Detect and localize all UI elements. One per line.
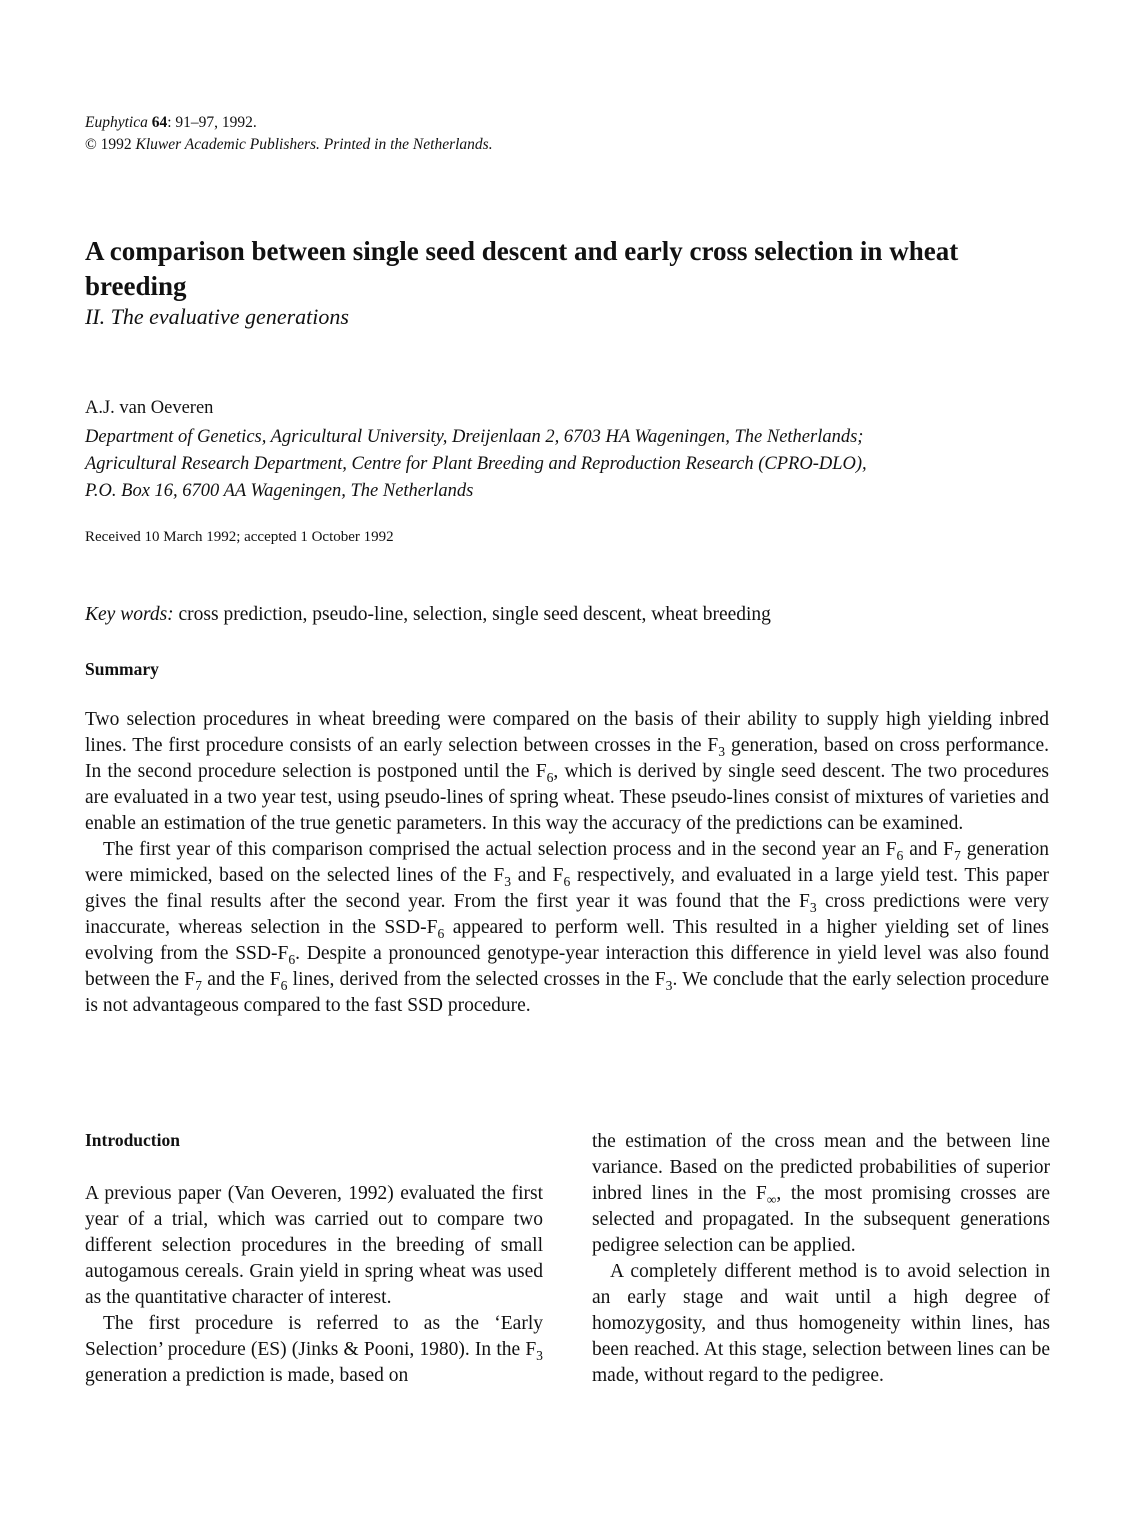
intro-paragraph: the estimation of the cross mean and the between line variance. Based on the predicted probabilities of superior inbred lines in the $F_\infty$, the most promising crosses are selected and propagated. In the subsequent generations pedigree selection can be applied. <box>592 1131 1050 1256</box>
paper-subtitle: II. The evaluative generations <box>85 304 349 329</box>
journal-name: Euphytica <box>85 114 148 131</box>
keywords-text: cross prediction, pseudo-line, selection, single seed descent, wheat breeding <box>173 604 771 625</box>
introduction-heading: Introduction <box>85 1130 180 1150</box>
summary-paragraph-2: The first year of this comparison comprised the actual selection process and in the second year an $F_6$ and $F_7$ generation were mimicked, based on the selected lines of the $F_3$ and $F_6$ respectively, and evaluated in a large yield test. This paper gives the final results after the second year. From the first year it was found that the $F_3$ cross predictions were very inaccurate, whereas selection in the SSD-$F_6$ appeared to perform well. This resulted in a higher yielding set of lines evolving from the SSD-$F_6$. Despite a pronounced genotype-year interaction this difference in yield level was also found between the $F_7$ and the $F_6$ lines, derived from the selected crosses in the $F_3$. We conclude that the early selection procedure is not advantageous compared to the fast SSD procedure. <box>85 839 1050 1016</box>
summary-paragraph-1: Two selection procedures in wheat breeding were compared on the basis of their ability to supply high yielding inbred lines. The first procedure consists of an early selection between crosses in the $F_3$ generation, based on cross performance. In the second procedure selection is postponed until the $F_6$, which is derived by single seed descent. The two procedures are evaluated in a two year test, using pseudo-lines of spring wheat. These pseudo-lines consist of mixtures of varieties and enable an estimation of the true genetic parameters. In this way the accuracy of the predictions can be examined. <box>85 709 1049 834</box>
journal-header <box>85 112 493 156</box>
paper-title: A comparison between single seed descent and early cross selection in wheat breeding <box>85 236 959 301</box>
keywords-label: Key words: <box>85 604 174 625</box>
intro-paragraph: The first procedure is referred to as the ‘Early Selection’ procedure (ES) (Jinks & Pooni, 1980). In the $F_3$ generation a prediction is made, based on <box>85 1313 543 1386</box>
intro-paragraph: A previous paper (Van Oeveren, 1992) evaluated the first year of a trial, which was carried out to compare two different selection procedures in the breeding of small autogamous cereals. Grain yield in spring wheat was used as the quantitative character of interest. <box>85 1183 543 1308</box>
introduction-column-left <box>85 1181 543 1389</box>
received-dates: Received 10 March 1992; accepted 1 October 1992 <box>85 529 394 545</box>
affiliation-line: P.O. Box 16, 6700 AA Wageningen, The Netherlands <box>85 481 474 501</box>
keywords-line <box>85 604 771 626</box>
author-affiliation <box>85 424 1075 505</box>
journal-volume: 64 <box>151 114 168 131</box>
summary-body <box>85 707 1049 1019</box>
journal-pages: : 91–97, 1992. <box>167 114 257 131</box>
affiliation-line: Agricultural Research Department, Centre for Plant Breeding and Reproduction Research (CPRO-DLO), <box>85 454 867 474</box>
author-name: A.J. van Oeveren <box>85 398 214 418</box>
intro-paragraph: A completely different method is to avoid selection in an early stage and wait until a high degree of homozygosity, and thus homogeneity within lines, has been reached. At this stage, selection between lines can be made, without regard to the pedigree. <box>592 1261 1050 1386</box>
copyright-year: 1992 <box>96 136 136 153</box>
publisher-note: Kluwer Academic Publishers. Printed in the Netherlands. <box>135 136 493 153</box>
affiliation-line: Department of Genetics, Agricultural University, Dreijenlaan 2, 6703 HA Wageningen, The Netherlands; <box>85 427 864 447</box>
copyright-symbol: © <box>85 136 97 153</box>
introduction-column-right <box>592 1129 1050 1389</box>
summary-heading: Summary <box>85 659 159 679</box>
citation-line <box>85 112 493 134</box>
copyright-line <box>85 134 493 156</box>
